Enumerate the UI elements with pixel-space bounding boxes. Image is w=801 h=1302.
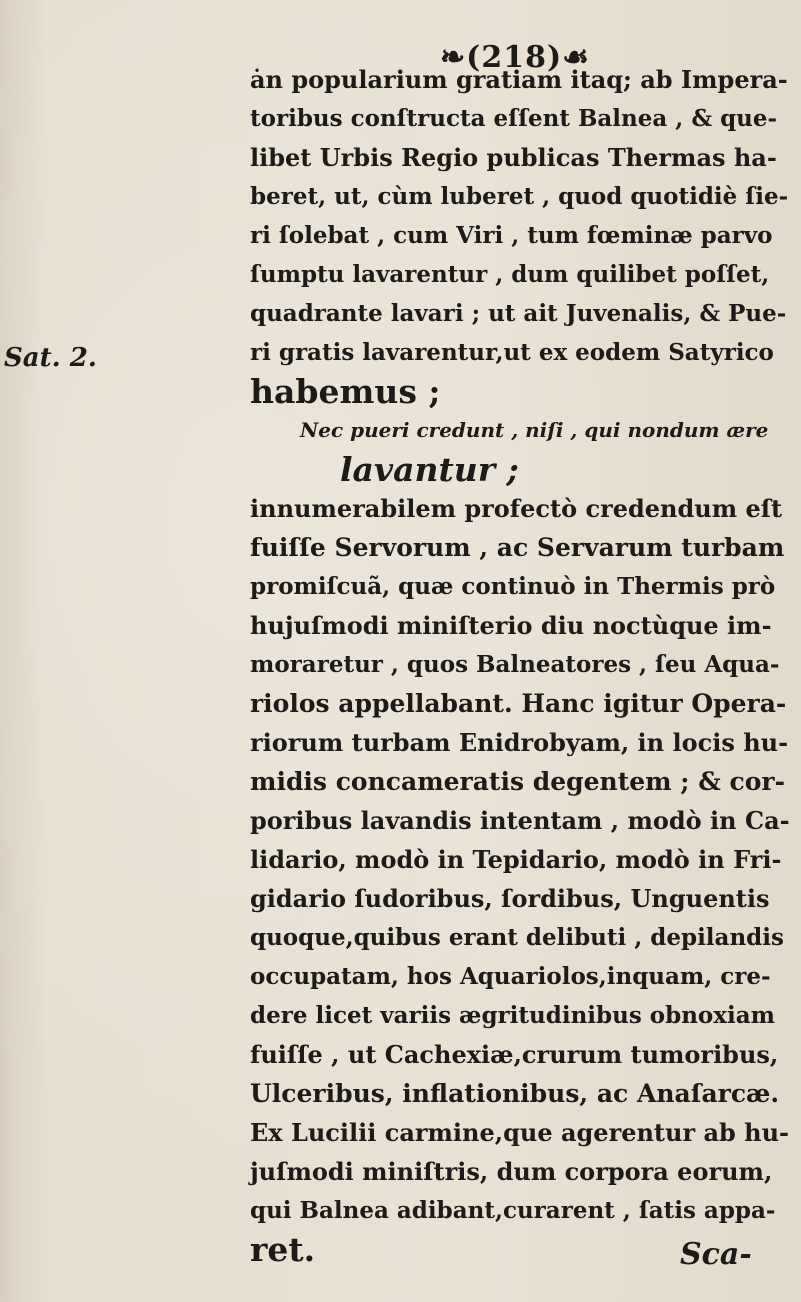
text-line: gidario ſudoribus, ſordibus, Unguentis: [250, 884, 770, 913]
text-line: dere licet variis ægritudinibus obnoxiam: [250, 1002, 775, 1029]
text-line: promiſcuã, quæ continuò in Thermis prò: [250, 573, 776, 600]
text-line: midis concameratis degentem ; & cor-: [250, 767, 785, 796]
catchword: Sca-: [680, 1237, 752, 1272]
page-number: (218): [466, 40, 563, 75]
header-ornament-right: ☙: [562, 40, 591, 75]
margin-reference: Sat. 2.: [4, 343, 97, 373]
text-line: fuiſſe Servorum , ac Servarum turbam: [250, 533, 785, 562]
text-line: occupatam, hos Aquariolos,inquam, cre-: [250, 963, 771, 990]
text-line: ȧn popularium gratiam itaq; ab Impera-: [250, 65, 788, 94]
text-line: moraretur , quos Balneatores , ſeu Aqua-: [250, 651, 780, 678]
text-line: ri ſolebat , cum Viri , tum fœminæ parvo: [250, 222, 773, 249]
main-text: [250, 60, 790, 1269]
text-line: toribus conſtructa eſſent Balnea , & que-: [250, 105, 778, 132]
text-line: fuiſſe , ut Cachexiæ,crurum tumoribus,: [250, 1040, 779, 1069]
text-line: juſmodi miniſtris, dum corpora eorum,: [250, 1157, 773, 1186]
text-line: ri gratis lavarentur,ut ex eodem Satyrico: [250, 339, 774, 366]
text-line: lidario, modò in Tepidario, modò in Fri-: [250, 845, 782, 874]
header-ornament-left: ❧: [440, 40, 467, 75]
text-line: riolos appellabant. Hanc igitur Opera-: [250, 689, 787, 718]
text-line: Ex Lucilii carmine,que agerentur ab hu-: [250, 1118, 790, 1147]
text-line: qui Balnea adibant,curarent , ſatis appa-: [250, 1197, 776, 1224]
verse-line: Nec pueri credunt , niſi , qui nondum ære: [300, 418, 769, 442]
text-line: quoque,quibus erant delibuti , depilandis: [250, 924, 784, 951]
verse-line: lavantur ;: [340, 450, 519, 489]
text-line: innumerabilem profectò credendum eſt: [250, 494, 783, 523]
text-line: Ulceribus, inflationibus, ac Anaſarcæ.: [250, 1079, 780, 1108]
text-line: libet Urbis Regio publicas Thermas ha-: [250, 143, 777, 172]
text-line: beret, ut, cùm luberet , quod quotidiè ſie-: [250, 183, 789, 210]
text-line: riorum turbam Enidrobyam, in locis hu-: [250, 728, 789, 757]
text-line: poribus lavandis intentam , modò in Ca-: [250, 806, 790, 835]
text-line: hujuſmodi miniſterio diu noctùque im-: [250, 611, 772, 640]
text-line: ſumptu lavarentur , dum quilibet poſſet,: [250, 261, 770, 288]
text-line: quadrante lavari ; ut ait Juvenalis, & Pue-: [250, 300, 787, 327]
text-line: ret.: [250, 1230, 316, 1269]
text-line: habemus ;: [250, 372, 441, 411]
